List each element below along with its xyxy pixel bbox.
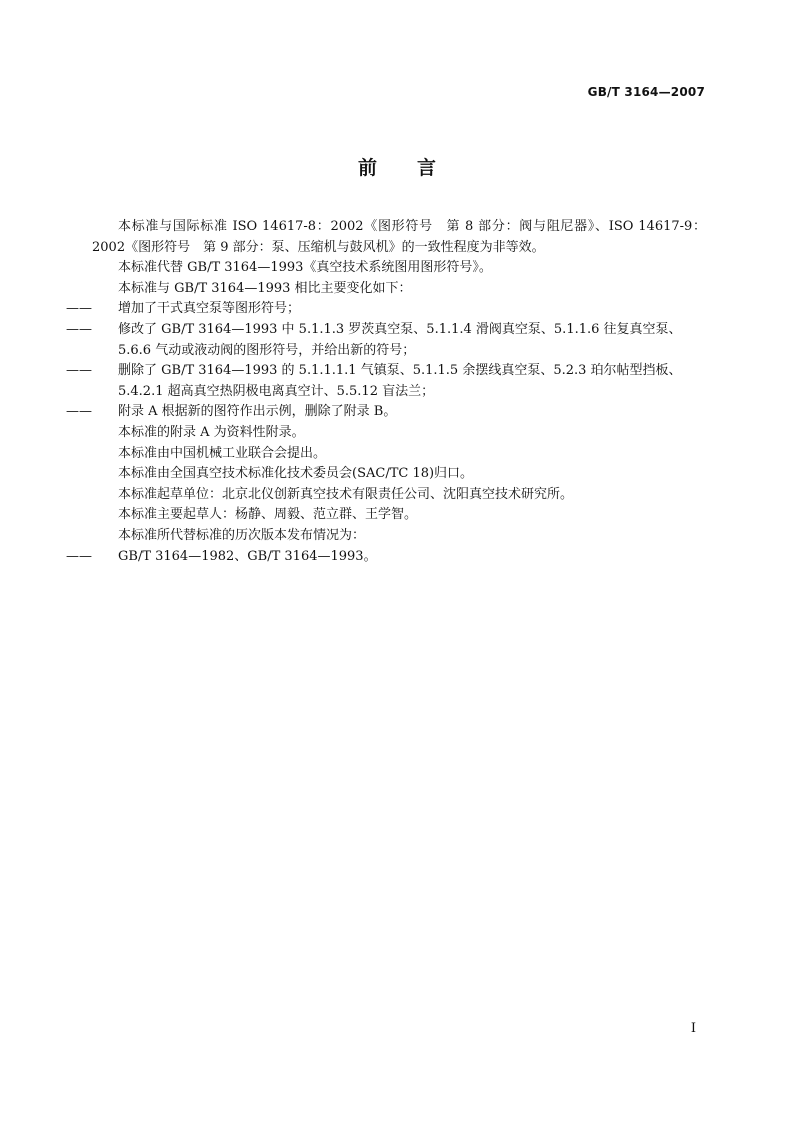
list-item-text: 附录 A 根据新的图符作出示例，删除了附录 B。 [118,404,397,420]
paragraph [92,464,706,485]
list-item [66,361,706,402]
list-item-text: 增加了干式真空泵等图形符号； [118,301,301,317]
paragraph [92,217,706,258]
list-dash: —— [66,404,92,420]
paragraph [92,258,706,279]
paragraph-text: 本标准由全国真空技术标准化技术委员会(SAC/TC 18)归口。 [118,466,474,482]
list-item [66,547,706,568]
paragraph-text: 本标准主要起草人：杨静、周毅、范立群、王学智。 [118,507,418,523]
body-text [66,217,706,567]
list-item-text: GB/T 3164—1982、GB/T 3164—1993。 [118,548,377,564]
list-dash: —— [66,548,92,564]
list-item-text: 修改了 GB/T 3164—1993 中 5.1.1.3 罗茨真空泵、5.1.1.4 滑阀真空泵、5.1.1.6 往复真空泵、5.6.6 气动或液动阀的图形符号，并给出新的符号； [118,321,682,358]
paragraph-text: 本标准的附录 A 为资料性附录。 [118,424,305,440]
paragraph [92,505,706,526]
paragraph-text: 本标准与国际标准 ISO 14617-8：2002《图形符号 第 8 部分：阀与阻尼器》、ISO 14617-9：2002《图形符号 第 9 部分：泵、压缩机与鼓风机》的一致性程度为非等效。 [92,219,706,255]
page-title: 前言 [357,157,476,179]
paragraph-text: 本标准起草单位：北京北仪创新真空技术有限责任公司、沈阳真空技术研究所。 [118,486,574,502]
paragraph-text: 本标准由中国机械工业联合会提出。 [118,445,327,461]
list-item-text: 删除了 GB/T 3164—1993 的 5.1.1.1.1 气镇泵、5.1.1.5 余摆线真空泵、5.2.3 珀尔帖型挡板、5.4.2.1 超高真空热阴极电离真空计、5.5.12 盲法兰； [118,363,682,399]
list-item [66,402,706,423]
list-dash: —— [66,321,92,337]
paragraph [92,279,706,300]
paragraph-text: 本标准所代替标准的历次版本发布情况为： [118,527,366,543]
paragraph [92,485,706,506]
list-dash: —— [66,301,92,317]
page-number: I [690,1021,696,1036]
paragraph [92,423,706,444]
paragraph-text: 本标准代替 GB/T 3164—1993《真空技术系统图用图形符号》。 [118,260,492,276]
list-item [66,320,706,361]
list-item [66,299,706,320]
standard-number: GB/T 3164—2007 [587,85,705,99]
paragraph-text: 本标准与 GB/T 3164—1993 相比主要变化如下： [118,280,412,296]
paragraph [92,444,706,465]
list-dash: —— [66,363,92,379]
paragraph [92,526,706,547]
